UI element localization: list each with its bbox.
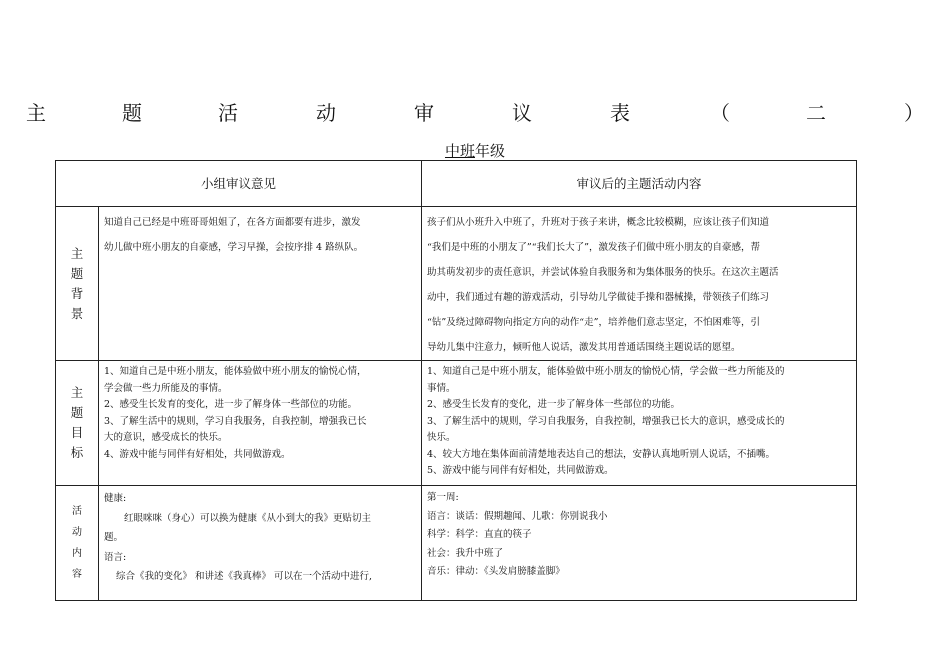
row-label-activities: 活 动 内 容 [56,486,99,601]
grade-subtitle [0,142,950,160]
title-char: ） [904,101,924,125]
grade-level: 中班 [444,142,475,160]
title-char: （ [710,101,730,125]
goals-opinion-cell: 1、知道自己是中班小朋友，能体验做中班小朋友的愉悦心情， 学会做一些力所能及的事情。 2、感受生长发育的变化，进一步了解身体一些部位的功能。 3、了解生活中的规则，学习自我服务，自我控制，增强我已长 大的意识，感受成长的快乐。 4、游戏中能与同伴有好相处，共同做游戏。 [99,361,422,486]
title-char: 表 [610,101,630,125]
header-revised-content: 审议后的主题活动内容 [422,161,857,207]
table-header-row [56,161,857,207]
title-char: 议 [512,101,532,125]
review-table [55,160,857,601]
background-content-cell: 孩子们从小班升入中班了，升班对于孩子来讲，概念比较模糊，应该让孩子们知道 “我们是中班的小朋友了”“我们长大了”，激发孩子们做中班小朋友的自豪感，帮 助其萌发初步的责任意识，并尝试体验自我服务和为集体服务的快乐。在这次主题活 动中，我们通过有趣的游戏活动，引导幼儿学做徒手操和器械操，带领孩子们练习 “钻”及绕过障碍物向指定方向的动作“走”，培养他们意志坚定，不怕困难等，引 导幼儿集中注意力，倾听他人说话，激发其用普通话围绕主题说话的愿望。 [422,207,857,361]
activities-content-cell: 第一周: 语言：谈话：假期趣闻、儿歌：你别说我小 科学：科学：直直的筷子 社会：我升中班了 音乐：律动：《头发肩膀膝盖脚》 [422,486,857,601]
header-group-opinion: 小组审议意见 [56,161,422,207]
title-char: 动 [316,101,336,125]
grade-suffix: 年级 [475,142,506,160]
title-char: 主 [26,101,46,125]
background-opinion-cell: 知道自己已经是中班哥哥姐姐了，在各方面都要有进步，激发 幼儿做中班小朋友的自豪感，学习早操，会按序排 4 路纵队。 [99,207,422,361]
table-row-background [56,207,857,361]
title-char: 二 [806,101,826,125]
title-char: 审 [414,101,434,125]
activities-opinion-cell: 健康: 红眼咪咪（身心）可以换为健康《从小到大的我》更贴切主 题。 语言: 综合《我的变化》 和讲述《我真棒》 可以在一个活动中进行, [99,486,422,601]
table-row-goals [56,361,857,486]
row-label-background: 主 题 背 景 [56,207,99,361]
title-char: 题 [122,101,142,125]
table-row-activities [56,486,857,601]
row-label-goals: 主 题 目 标 [56,361,99,486]
title-char: 活 [218,101,238,125]
goals-content-cell: 1、知道自己是中班小朋友，能体验做中班小朋友的愉悦心情，学会做一些力所能及的 事情。 2、感受生长发育的变化，进一步了解身体一些部位的功能。 3、了解生活中的规则，学习自我服务，自我控制，增强我已长大的意识，感受成长的 快乐。 4、较大方地在集体面前清楚地表达自己的想法，安静认真地听别人说话，不插嘴。 5、游戏中能与同伴有好相处，共同做游戏。 [422,361,857,486]
page-title [0,98,950,128]
